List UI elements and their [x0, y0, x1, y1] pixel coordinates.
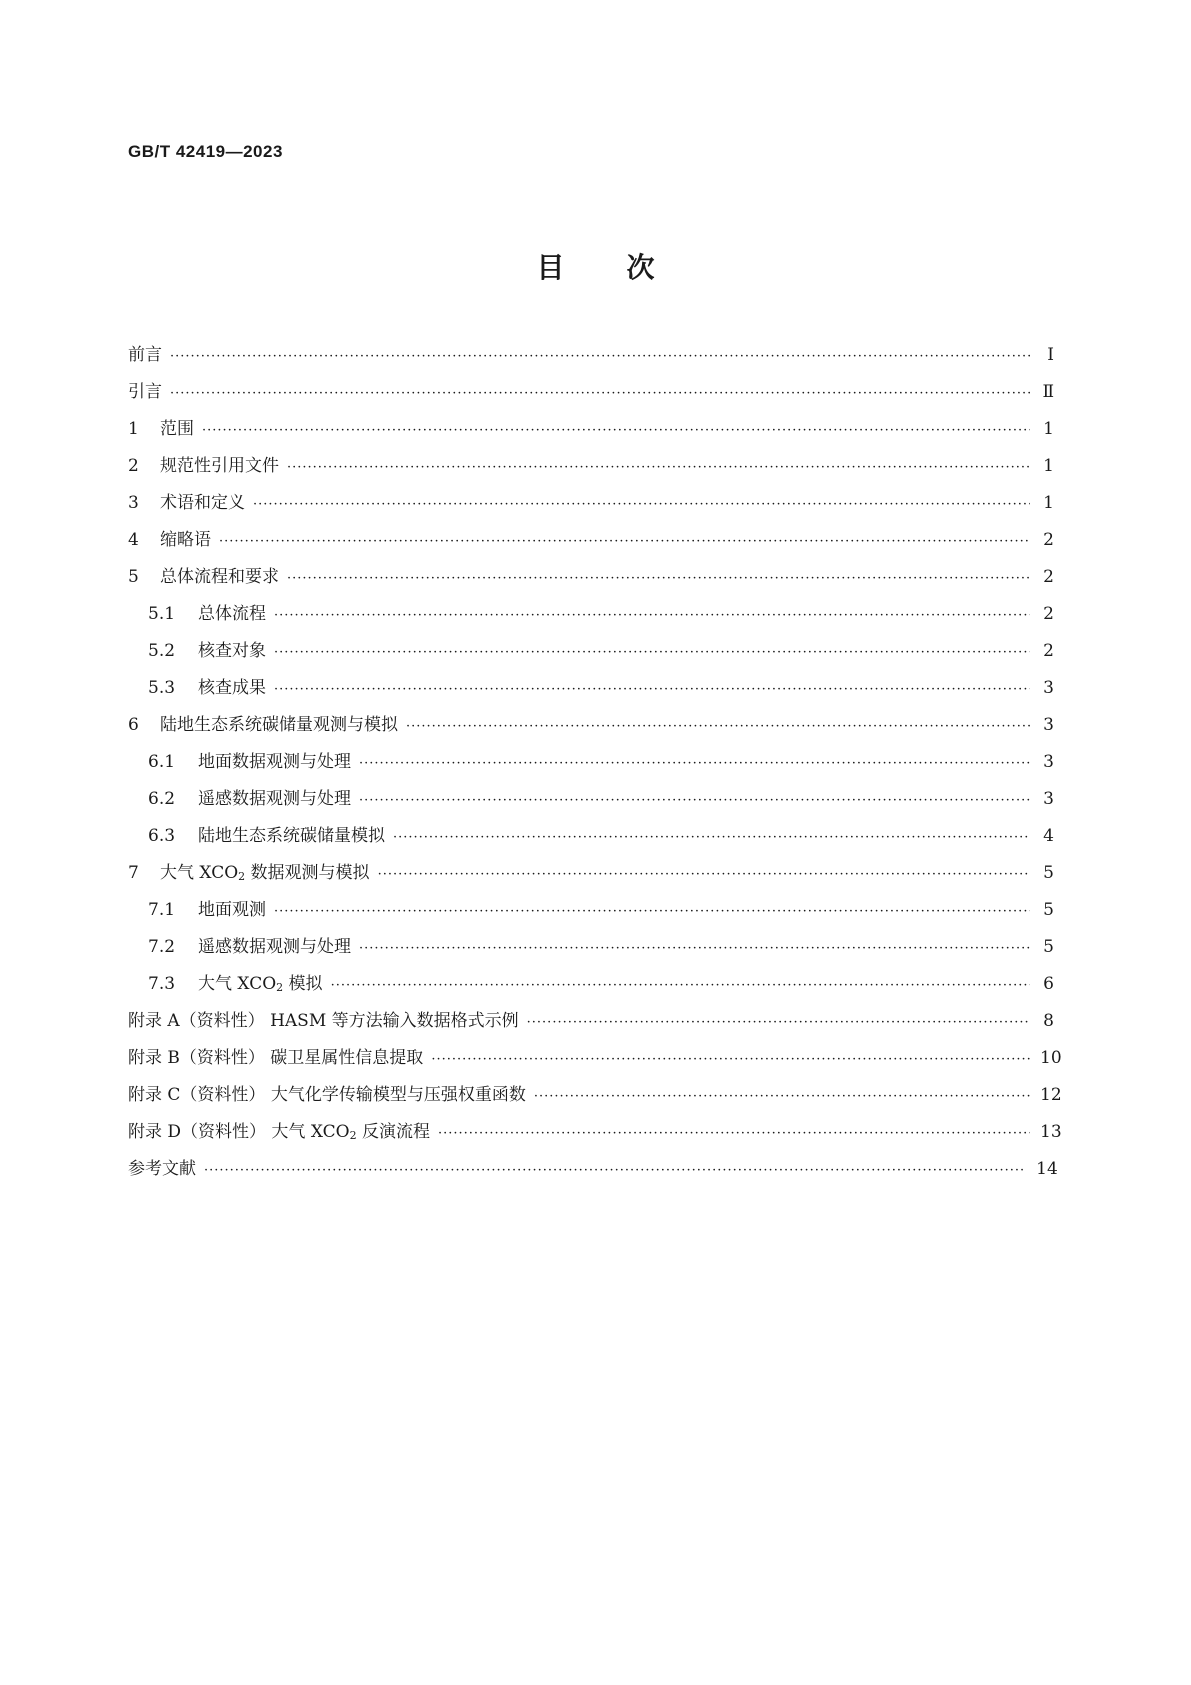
- toc-entry[interactable]: [128, 821, 1054, 858]
- toc-entry-title-part: 反演流程: [356, 1122, 430, 1142]
- toc-leader-dots: [438, 1126, 1030, 1141]
- toc-leader-dots: [534, 1089, 1030, 1104]
- toc-entry-page: 14: [1036, 1159, 1058, 1179]
- toc-entry-title-part: 附录 D（资料性） 大气 XCO: [128, 1122, 350, 1142]
- toc-entry-page: 3: [1043, 789, 1054, 809]
- toc-entry[interactable]: [128, 747, 1054, 784]
- toc-leader-dots: [287, 571, 1030, 586]
- toc-entry-title: 总体流程: [198, 604, 266, 624]
- toc-entry-title: 附录 A（资料性） HASM 等方法输入数据格式示例: [128, 1011, 519, 1031]
- toc-entry-page: 5: [1043, 937, 1054, 957]
- toc-leader-dots: [274, 645, 1030, 660]
- toc-leader-dots: [393, 830, 1030, 845]
- toc-entry-page: 12: [1040, 1085, 1062, 1105]
- toc-entry[interactable]: [128, 1043, 1062, 1080]
- toc-entry-page: 3: [1043, 752, 1054, 772]
- toc-entry-number: 6.3: [148, 826, 176, 846]
- toc-entry-title: 附录 B（资料性） 碳卫星属性信息提取: [128, 1048, 424, 1068]
- title-char-1: 目: [536, 251, 565, 284]
- toc-entry-title: 地面数据观测与处理: [198, 752, 351, 772]
- toc-leader-dots: [219, 534, 1030, 549]
- toc-entry-title: 遥感数据观测与处理: [198, 789, 351, 809]
- toc-entry-number: 5.1: [148, 604, 176, 624]
- toc-entry-title: 核查成果: [198, 678, 266, 698]
- toc-entry-title: [160, 858, 378, 883]
- toc-entry-page: 2: [1043, 604, 1054, 624]
- toc-entry-title: 前言: [128, 345, 162, 365]
- toc-leader-dots: [274, 904, 1030, 919]
- toc-leader-dots: [287, 460, 1030, 475]
- toc-entry-number: 4: [128, 530, 139, 550]
- toc-entry[interactable]: [128, 932, 1054, 969]
- toc-leader-dots: [406, 719, 1030, 734]
- toc-entry[interactable]: [128, 1117, 1062, 1154]
- toc-entry-page: 2: [1043, 641, 1054, 661]
- toc-entry-number: 7.3: [148, 974, 176, 994]
- toc-leader-dots: [202, 423, 1030, 438]
- toc-entry-number: 1: [128, 419, 139, 439]
- toc-entry-title: 核查对象: [198, 641, 266, 661]
- toc-entry[interactable]: [128, 414, 1054, 451]
- toc-entry-number: 5: [128, 567, 139, 587]
- title-char-2: 次: [626, 251, 655, 284]
- page-title: [0, 246, 1191, 286]
- toc-entry-number: 6.1: [148, 752, 176, 772]
- toc-entry[interactable]: [128, 969, 1054, 1006]
- toc-entry-page: 2: [1043, 530, 1054, 550]
- toc-entry[interactable]: [128, 710, 1054, 747]
- toc-entry-page: Ⅱ: [1042, 382, 1054, 402]
- toc-leader-dots: [359, 941, 1030, 956]
- toc-entry-page: 6: [1043, 974, 1054, 994]
- toc-entry-page: 8: [1043, 1011, 1054, 1031]
- toc-leader-dots: [170, 349, 1030, 364]
- toc-entry-title: [198, 969, 331, 994]
- toc-entry-title: 术语和定义: [160, 493, 245, 513]
- toc-leader-dots: [274, 608, 1030, 623]
- toc-leader-dots: [170, 386, 1030, 401]
- toc-leader-dots: [359, 793, 1030, 808]
- toc-entry-page: 10: [1040, 1048, 1062, 1068]
- toc-leader-dots: [431, 1052, 1030, 1067]
- toc-entry-number: 5.2: [148, 641, 176, 661]
- toc-entry[interactable]: [128, 525, 1054, 562]
- toc-entry-title: 附录 C（资料性） 大气化学传输模型与压强权重函数: [128, 1085, 526, 1105]
- toc-entry-title: 规范性引用文件: [160, 456, 279, 476]
- toc-entry-page: 1: [1043, 493, 1054, 513]
- toc-entry-page: 13: [1040, 1122, 1062, 1142]
- toc-entry-title-part: 大气 XCO: [160, 863, 239, 883]
- toc-leader-dots: [359, 756, 1030, 771]
- toc-entry-number: 6: [128, 715, 139, 735]
- toc-entry-title-part: 大气 XCO: [198, 974, 277, 994]
- toc-entry-page: 5: [1043, 900, 1054, 920]
- toc-entry[interactable]: [128, 562, 1054, 599]
- toc-entry-number: 7.2: [148, 937, 176, 957]
- toc-entry-page: Ⅰ: [1047, 345, 1054, 365]
- toc-entry-title: 遥感数据观测与处理: [198, 937, 351, 957]
- toc-entry-page: 3: [1043, 715, 1054, 735]
- toc-entry[interactable]: [128, 340, 1054, 377]
- toc-entry-title-part: 模拟: [283, 974, 323, 994]
- toc-entry-page: 4: [1043, 826, 1054, 846]
- toc-entry-title: 总体流程和要求: [160, 567, 279, 587]
- toc-leader-dots: [331, 978, 1030, 993]
- toc-leader-dots: [253, 497, 1030, 512]
- toc-entry-title: 陆地生态系统碳储量模拟: [198, 826, 385, 846]
- toc-entry-title: 地面观测: [198, 900, 266, 920]
- toc-entry-title: 陆地生态系统碳储量观测与模拟: [160, 715, 398, 735]
- toc-entry[interactable]: [128, 784, 1054, 821]
- toc-entry[interactable]: [128, 1080, 1062, 1117]
- toc-entry[interactable]: [128, 488, 1054, 525]
- toc-entry-title: 缩略语: [160, 530, 211, 550]
- toc-entry-title: 参考文献: [128, 1159, 196, 1179]
- toc-entry-page: 3: [1043, 678, 1054, 698]
- toc-entry[interactable]: [128, 1154, 1058, 1191]
- toc-entry[interactable]: [128, 599, 1054, 636]
- toc-entry-page: 1: [1043, 456, 1054, 476]
- toc-entry[interactable]: [128, 1006, 1054, 1043]
- toc-entry-subscript: 2: [276, 981, 284, 994]
- toc-entry-title: 范围: [160, 419, 194, 439]
- toc-entry[interactable]: [128, 673, 1054, 710]
- toc-entry-page: 2: [1043, 567, 1054, 587]
- toc-entry-number: 7.1: [148, 900, 176, 920]
- toc-entry-subscript: 2: [349, 1129, 357, 1142]
- standard-number: GB/T 42419—2023: [128, 142, 283, 161]
- toc-entry-number: 3: [128, 493, 139, 513]
- toc-entry-title: [128, 1117, 438, 1142]
- toc-leader-dots: [204, 1163, 1026, 1178]
- toc-entry-subscript: 2: [238, 870, 246, 883]
- toc-leader-dots: [378, 867, 1030, 882]
- toc-leader-dots: [274, 682, 1030, 697]
- table-of-contents: [128, 340, 1062, 1191]
- toc-entry-number: 2: [128, 456, 139, 476]
- toc-entry[interactable]: [128, 377, 1054, 414]
- toc-entry-title-part: 数据观测与模拟: [245, 863, 370, 883]
- toc-entry[interactable]: [128, 451, 1054, 488]
- toc-entry-number: 5.3: [148, 678, 176, 698]
- toc-leader-dots: [527, 1015, 1030, 1030]
- toc-entry-title: 引言: [128, 382, 162, 402]
- toc-entry-number: 6.2: [148, 789, 176, 809]
- toc-entry-number: 7: [128, 863, 139, 883]
- toc-entry[interactable]: [128, 636, 1054, 673]
- toc-entry[interactable]: [128, 858, 1054, 895]
- toc-entry[interactable]: [128, 895, 1054, 932]
- toc-entry-page: 5: [1043, 863, 1054, 883]
- toc-entry-page: 1: [1043, 419, 1054, 439]
